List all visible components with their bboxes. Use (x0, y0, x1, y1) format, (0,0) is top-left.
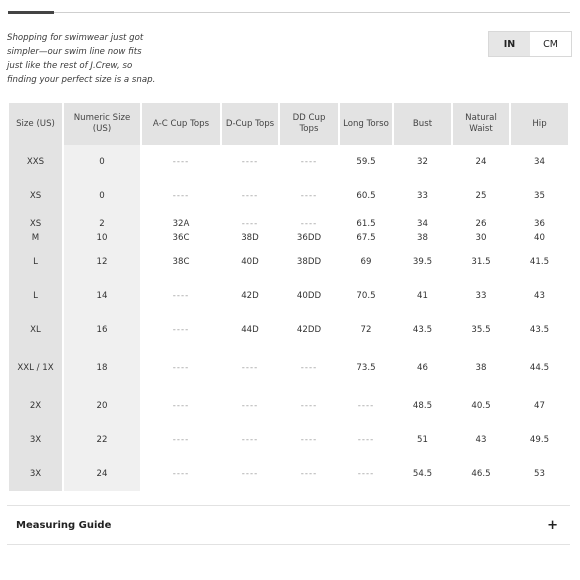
table-row (9, 279, 568, 313)
table-cell: 38 (417, 233, 428, 243)
table-cell: 41 (417, 291, 428, 301)
table-cell: 41.5 (529, 257, 550, 267)
table-row (9, 313, 568, 347)
numeric-cell: 14 (64, 279, 140, 313)
table-cell: ---- (172, 363, 190, 373)
table-cell: 46.5 (471, 469, 491, 479)
table-cell: ---- (357, 469, 375, 479)
numeric-cell: 0 (64, 179, 140, 213)
numeric-cell: 22 (64, 423, 140, 457)
table-cell: 40DD (296, 291, 322, 301)
table-cell: 32A (172, 219, 190, 229)
table-cell: 60.5 (356, 191, 376, 201)
table-cell: 44.5 (529, 363, 550, 373)
unit-in-button[interactable]: IN (489, 32, 530, 56)
size-cell: M (9, 231, 62, 245)
header-numeric-size: Numeric Size (US) (64, 103, 140, 145)
measuring-guide-label: Measuring Guide (16, 519, 112, 531)
size-cell: XS (9, 179, 62, 213)
numeric-cell: 24 (64, 457, 140, 491)
header-bust: Bust (394, 103, 451, 145)
table-cell: 35.5 (471, 325, 491, 335)
table-row (9, 145, 568, 179)
table-cell: ---- (357, 401, 375, 411)
table-cell: 72 (360, 325, 372, 335)
table-cell: 36C (172, 233, 190, 243)
table-cell: ---- (300, 401, 318, 411)
table-cell: 43 (475, 435, 487, 445)
table-cell: 26 (475, 219, 487, 229)
header-long-torso: Long Torso (340, 103, 392, 145)
table-cell: 24 (475, 157, 487, 167)
table-cell: 39.5 (412, 257, 433, 267)
numeric-cell: 0 (64, 145, 140, 179)
table-cell: ---- (172, 291, 190, 301)
table-cell: 48.5 (412, 401, 433, 411)
size-cell: 3X (9, 457, 62, 491)
table-cell: 42D (241, 291, 259, 301)
table-cell: 67.5 (356, 233, 376, 243)
table-cell: 36 (534, 219, 545, 229)
table-header-row (9, 103, 568, 145)
table-cell: 49.5 (529, 435, 550, 445)
table-cell: 47 (534, 401, 545, 411)
table-cell: ---- (300, 191, 318, 201)
header-dd-cup: DD Cup Tops (280, 103, 338, 145)
measuring-guide-accordion[interactable] (7, 506, 570, 544)
table-cell: 53 (534, 469, 545, 479)
table-cell: 43.5 (412, 325, 433, 335)
table-cell: 61.5 (356, 219, 376, 229)
table-cell: 46 (417, 363, 428, 373)
size-cell: L (9, 245, 62, 279)
table-cell: 40D (241, 257, 259, 267)
numeric-cell: 20 (64, 389, 140, 423)
table-cell: 33 (475, 291, 487, 301)
table-cell: ---- (241, 435, 259, 445)
tab-divider (54, 12, 570, 13)
table-row (9, 457, 568, 491)
table-cell: ---- (241, 363, 259, 373)
table-cell: 32 (417, 157, 428, 167)
plus-icon[interactable]: + (547, 517, 558, 533)
table-cell: 59.5 (356, 157, 376, 167)
header-d-cup: D-Cup Tops (222, 103, 278, 145)
table-cell: ---- (172, 325, 190, 335)
section-divider (7, 544, 570, 545)
numeric-cell: 16 (64, 313, 140, 347)
table-row (9, 423, 568, 457)
numeric-cell: 18 (64, 347, 140, 389)
numeric-cell: 2 (64, 217, 140, 231)
table-cell: 43 (534, 291, 545, 301)
table-cell: 34 (534, 157, 545, 167)
table-cell: 40 (534, 233, 545, 243)
table-cell: 70.5 (356, 291, 376, 301)
numeric-cell: 10 (64, 231, 140, 245)
table-cell: ---- (172, 157, 190, 167)
table-row (9, 347, 568, 389)
table-cell: 73.5 (356, 363, 376, 373)
table-cell: ---- (172, 469, 190, 479)
table-cell: 33 (417, 191, 428, 201)
table-row (9, 217, 568, 231)
table-cell: ---- (300, 435, 318, 445)
size-cell: XXL / 1X (9, 347, 62, 389)
table-cell: 44D (241, 325, 259, 335)
header-size: Size (US) (9, 103, 62, 145)
table-row (9, 231, 568, 245)
table-row (9, 245, 568, 279)
table-cell: ---- (241, 469, 259, 479)
table-cell: ---- (172, 191, 190, 201)
unit-toggle (488, 31, 572, 57)
table-cell: ---- (241, 401, 259, 411)
intro-text: Shopping for swimwear just got simpler—our swim line now fits just like the rest of J.Crew, so finding your perfect size is a snap. (7, 33, 156, 85)
table-cell: ---- (241, 219, 259, 229)
table-cell: 38C (172, 257, 190, 267)
table-cell: 36DD (296, 233, 322, 243)
table-cell: 38 (475, 363, 487, 373)
table-cell: 43.5 (529, 325, 550, 335)
table-cell: 38DD (296, 257, 322, 267)
table-cell: 42DD (296, 325, 322, 335)
size-cell: 2X (9, 389, 62, 423)
table-cell: ---- (357, 435, 375, 445)
table-cell: ---- (300, 219, 318, 229)
size-chart-table (7, 103, 570, 491)
table-cell: ---- (172, 401, 190, 411)
table-cell: 25 (475, 191, 487, 201)
table-cell: 69 (360, 257, 372, 267)
table-cell: 34 (417, 219, 428, 229)
table-cell: ---- (172, 435, 190, 445)
size-cell: L (9, 279, 62, 313)
table-cell: 40.5 (471, 401, 491, 411)
header-ac-cup: A-C Cup Tops (142, 103, 220, 145)
table-cell: 51 (417, 435, 428, 445)
numeric-cell: 12 (64, 245, 140, 279)
table-cell: ---- (241, 191, 259, 201)
table-cell: 35 (534, 191, 545, 201)
table-cell: ---- (300, 469, 318, 479)
size-cell: XS (9, 217, 62, 231)
unit-cm-button[interactable]: CM (530, 32, 571, 56)
table-cell: ---- (300, 157, 318, 167)
table-cell: 31.5 (471, 257, 491, 267)
size-cell: XXS (9, 145, 62, 179)
table-cell: ---- (300, 363, 318, 373)
header-hip: Hip (511, 103, 568, 145)
table-row (9, 389, 568, 423)
header-natural-waist: Natural Waist (453, 103, 509, 145)
table-row (9, 179, 568, 213)
table-cell: 54.5 (412, 469, 433, 479)
table-cell: 38D (241, 233, 259, 243)
table-cell: ---- (241, 157, 259, 167)
table-cell: 30 (475, 233, 487, 243)
size-cell: XL (9, 313, 62, 347)
size-cell: 3X (9, 423, 62, 457)
active-tab-indicator (8, 11, 54, 14)
